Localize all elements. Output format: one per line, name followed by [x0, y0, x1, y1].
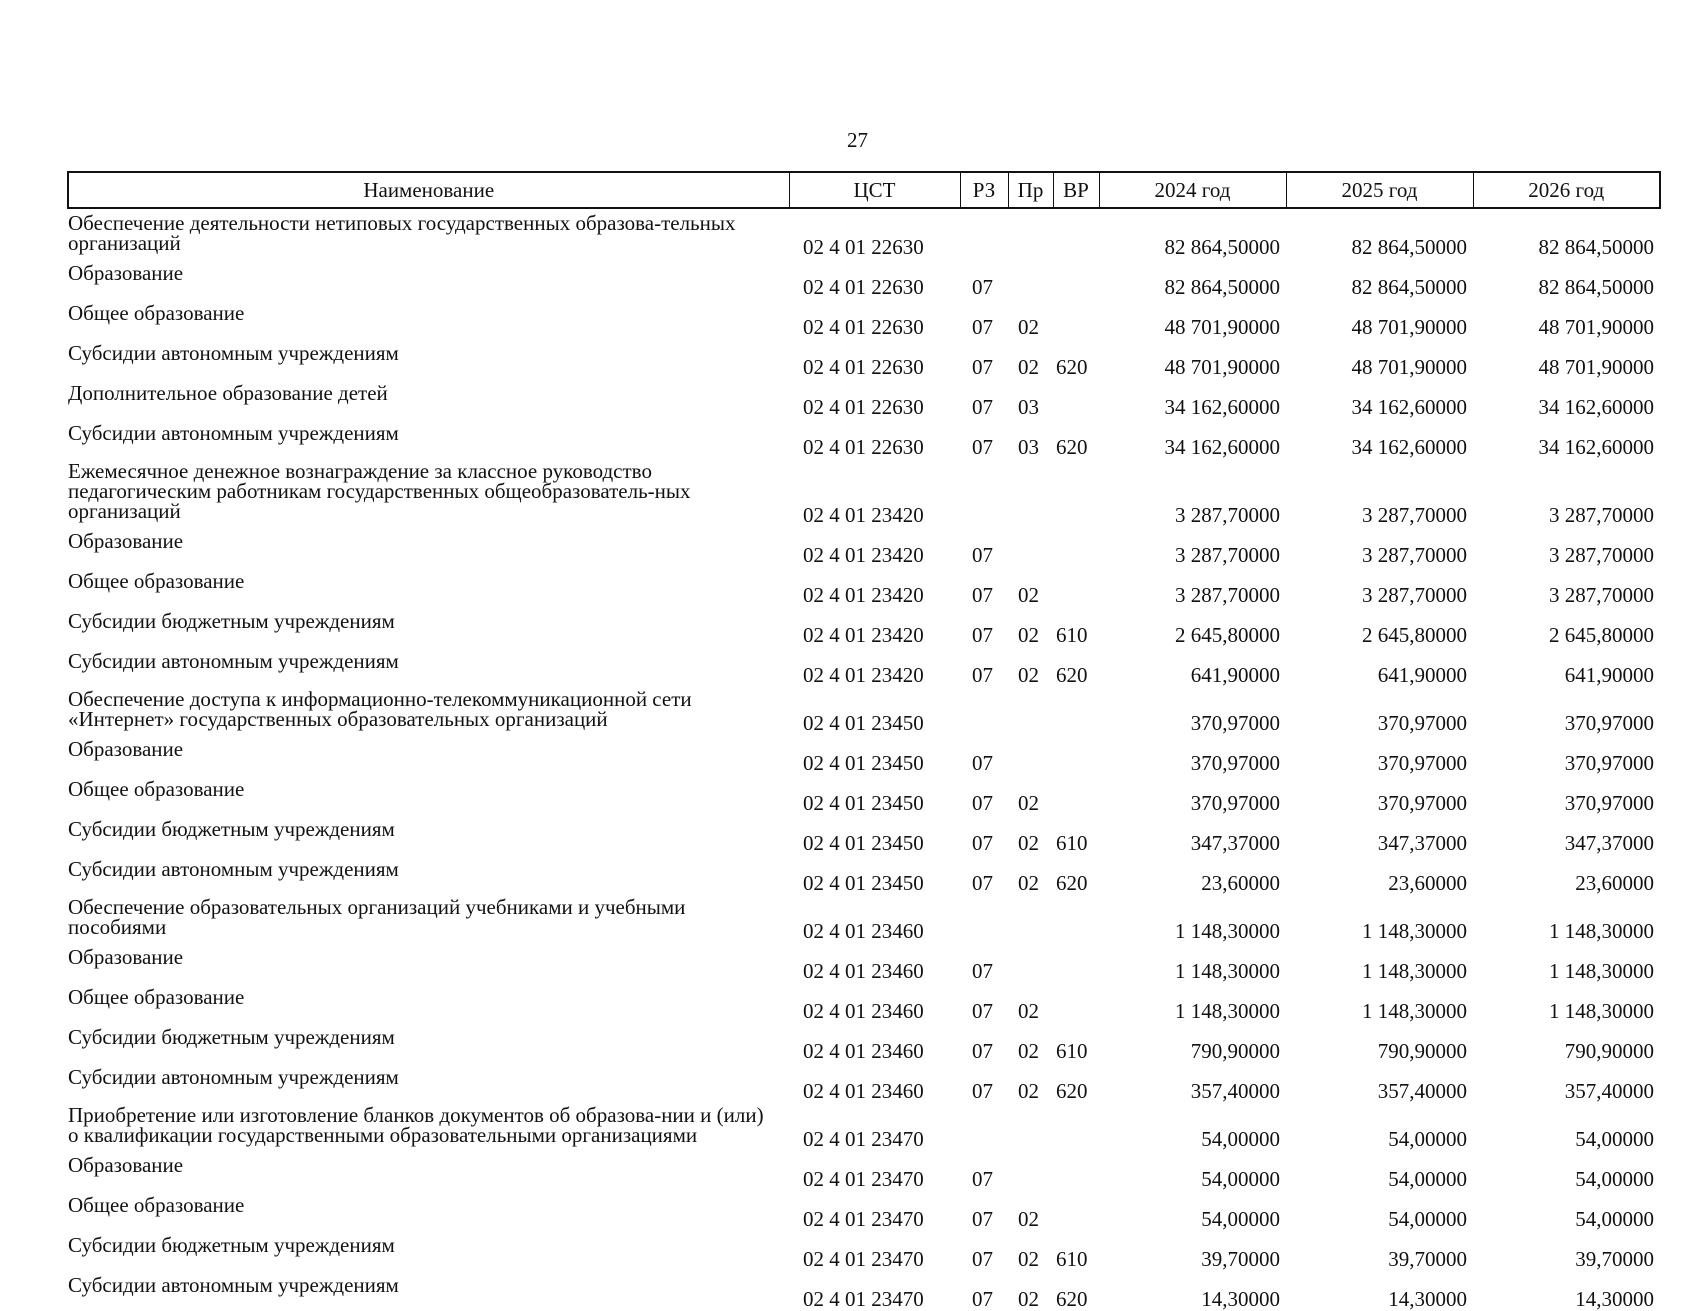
row-vr: 620	[1056, 355, 1088, 379]
row-2025: 1 148,30000	[1362, 919, 1467, 943]
table-row	[68, 893, 1660, 941]
row-2026: 23,60000	[1575, 871, 1654, 895]
row-cst: 02 4 01 23450	[803, 791, 924, 815]
row-2024: 14,30000	[1201, 1287, 1280, 1311]
row-rz	[960, 457, 1008, 525]
row-2024: 54,00000	[1201, 1127, 1280, 1151]
row-pr: 02	[1018, 831, 1039, 855]
row-vr	[1053, 893, 1099, 941]
row-rz: 07	[972, 959, 993, 983]
row-rz: 07	[972, 1247, 993, 1271]
row-cst: 02 4 01 23460	[803, 999, 924, 1023]
row-name: Субсидии автономным учреждениям	[68, 857, 399, 881]
row-vr	[1053, 941, 1099, 981]
table-row	[68, 733, 1660, 773]
table-body	[68, 208, 1660, 1309]
row-vr: 620	[1056, 663, 1088, 687]
row-2024: 82 864,50000	[1164, 235, 1280, 259]
table-row	[68, 853, 1660, 893]
row-2024: 1 148,30000	[1175, 959, 1280, 983]
row-2024: 370,97000	[1190, 711, 1280, 735]
header-pr: Пр	[1008, 172, 1053, 208]
row-name: Приобретение или изготовление бланков документов об образова-нии и (или) о квалификации государственными образовательными организациями	[68, 1103, 764, 1147]
row-pr	[1008, 457, 1053, 525]
row-vr	[1053, 297, 1099, 337]
row-cst: 02 4 01 23470	[803, 1207, 924, 1231]
row-2025: 370,97000	[1377, 751, 1467, 775]
table-row	[68, 1229, 1660, 1269]
row-2026: 39,70000	[1575, 1247, 1654, 1271]
row-pr	[1008, 733, 1053, 773]
row-2025: 2 645,80000	[1362, 623, 1467, 647]
row-2026: 34 162,60000	[1538, 395, 1654, 419]
header-2024: 2024 год	[1099, 172, 1286, 208]
row-2024: 1 148,30000	[1175, 919, 1280, 943]
row-vr	[1053, 733, 1099, 773]
row-2024: 347,37000	[1190, 831, 1280, 855]
row-rz: 07	[972, 315, 993, 339]
row-2025: 48 701,90000	[1351, 315, 1467, 339]
row-name: Субсидии автономным учреждениям	[68, 341, 399, 365]
row-2026: 14,30000	[1575, 1287, 1654, 1311]
row-2025: 34 162,60000	[1351, 435, 1467, 459]
row-vr	[1053, 525, 1099, 565]
row-2025: 54,00000	[1388, 1207, 1467, 1231]
budget-table	[67, 171, 1661, 1309]
row-rz: 07	[972, 831, 993, 855]
row-vr: 610	[1056, 623, 1088, 647]
row-name: Общее образование	[68, 1193, 245, 1217]
row-vr	[1053, 457, 1099, 525]
row-vr: 620	[1056, 1287, 1088, 1311]
row-pr	[1008, 257, 1053, 297]
table-row	[68, 417, 1660, 457]
row-pr: 02	[1018, 1247, 1039, 1271]
row-vr	[1053, 208, 1099, 257]
row-2025: 54,00000	[1388, 1127, 1467, 1151]
row-2025: 82 864,50000	[1351, 235, 1467, 259]
row-2026: 1 148,30000	[1549, 999, 1654, 1023]
table-row	[68, 208, 1660, 257]
row-cst: 02 4 01 23460	[803, 1039, 924, 1063]
row-pr: 02	[1018, 355, 1039, 379]
row-name: Субсидии автономным учреждениям	[68, 1273, 399, 1297]
row-cst: 02 4 01 23470	[803, 1287, 924, 1311]
row-2025: 370,97000	[1377, 791, 1467, 815]
row-2024: 48 701,90000	[1164, 315, 1280, 339]
row-pr: 02	[1018, 663, 1039, 687]
row-rz: 07	[972, 543, 993, 567]
row-cst: 02 4 01 23420	[803, 583, 924, 607]
row-2025: 790,90000	[1377, 1039, 1467, 1063]
table-row	[68, 1061, 1660, 1101]
row-pr	[1008, 1149, 1053, 1189]
row-name: Общее образование	[68, 569, 245, 593]
row-2024: 2 645,80000	[1175, 623, 1280, 647]
row-2025: 34 162,60000	[1351, 395, 1467, 419]
row-2024: 370,97000	[1190, 791, 1280, 815]
row-2026: 3 287,70000	[1549, 583, 1654, 607]
row-cst: 02 4 01 22630	[803, 315, 924, 339]
row-2024: 54,00000	[1201, 1207, 1280, 1231]
row-cst: 02 4 01 23470	[803, 1127, 924, 1151]
row-2024: 34 162,60000	[1164, 395, 1280, 419]
row-cst: 02 4 01 23450	[803, 711, 924, 735]
row-2025: 347,37000	[1377, 831, 1467, 855]
row-2024: 54,00000	[1201, 1167, 1280, 1191]
row-pr	[1008, 208, 1053, 257]
row-pr	[1008, 1101, 1053, 1149]
budget-table-container	[67, 171, 1661, 1309]
row-name: Обеспечение доступа к информационно-телекоммуникационной сети «Интернет» государственных образовательных организаций	[68, 687, 692, 731]
row-name: Образование	[68, 261, 184, 285]
row-2026: 54,00000	[1575, 1127, 1654, 1151]
row-2025: 3 287,70000	[1362, 543, 1467, 567]
row-pr: 02	[1018, 1039, 1039, 1063]
table-row	[68, 297, 1660, 337]
header-rz: РЗ	[960, 172, 1008, 208]
row-vr	[1053, 257, 1099, 297]
row-pr: 02	[1018, 1079, 1039, 1103]
row-2025: 48 701,90000	[1351, 355, 1467, 379]
header-cst: ЦСТ	[789, 172, 960, 208]
row-2026: 370,97000	[1564, 711, 1654, 735]
header-name: Наименование	[68, 172, 789, 208]
row-2024: 1 148,30000	[1175, 999, 1280, 1023]
row-name: Обеспечение образовательных организаций учебниками и учебными пособиями	[68, 895, 686, 939]
row-2024: 48 701,90000	[1164, 355, 1280, 379]
row-rz: 07	[972, 355, 993, 379]
row-rz: 07	[972, 999, 993, 1023]
row-2024: 357,40000	[1190, 1079, 1280, 1103]
table-row	[68, 457, 1660, 525]
row-2026: 54,00000	[1575, 1207, 1654, 1231]
table-row	[68, 565, 1660, 605]
row-2026: 48 701,90000	[1538, 315, 1654, 339]
row-rz: 07	[972, 751, 993, 775]
row-2025: 357,40000	[1377, 1079, 1467, 1103]
row-rz: 07	[972, 395, 993, 419]
row-cst: 02 4 01 22630	[803, 235, 924, 259]
row-name: Субсидии автономным учреждениям	[68, 649, 399, 673]
row-2024: 23,60000	[1201, 871, 1280, 895]
row-cst: 02 4 01 23460	[803, 919, 924, 943]
row-name: Ежемесячное денежное вознаграждение за классное руководство педагогическим работникам государственных общеобразователь-ных организаций	[68, 459, 691, 523]
row-vr	[1053, 1149, 1099, 1189]
row-name: Общее образование	[68, 985, 245, 1009]
table-row	[68, 773, 1660, 813]
row-cst: 02 4 01 22630	[803, 435, 924, 459]
row-2025: 370,97000	[1377, 711, 1467, 735]
row-2025: 39,70000	[1388, 1247, 1467, 1271]
row-pr	[1008, 685, 1053, 733]
table-row	[68, 645, 1660, 685]
row-2026: 370,97000	[1564, 751, 1654, 775]
row-cst: 02 4 01 22630	[803, 275, 924, 299]
row-name: Субсидии бюджетным учреждениям	[68, 817, 395, 841]
row-2026: 790,90000	[1564, 1039, 1654, 1063]
row-vr: 620	[1056, 435, 1088, 459]
row-vr	[1053, 1189, 1099, 1229]
row-name: Субсидии автономным учреждениям	[68, 421, 399, 445]
row-name: Общее образование	[68, 301, 245, 325]
table-row	[68, 685, 1660, 733]
table-row	[68, 377, 1660, 417]
table-row	[68, 337, 1660, 377]
table-row	[68, 941, 1660, 981]
row-pr	[1008, 893, 1053, 941]
row-rz	[960, 685, 1008, 733]
row-2026: 82 864,50000	[1538, 275, 1654, 299]
row-name: Субсидии автономным учреждениям	[68, 1065, 399, 1089]
row-2024: 370,97000	[1190, 751, 1280, 775]
row-2026: 2 645,80000	[1549, 623, 1654, 647]
row-vr: 620	[1056, 871, 1088, 895]
row-2026: 54,00000	[1575, 1167, 1654, 1191]
row-2026: 48 701,90000	[1538, 355, 1654, 379]
table-row	[68, 1269, 1660, 1309]
row-vr	[1053, 773, 1099, 813]
row-name: Субсидии бюджетным учреждениям	[68, 1233, 395, 1257]
row-cst: 02 4 01 23460	[803, 959, 924, 983]
row-rz: 07	[972, 1079, 993, 1103]
row-name: Дополнительное образование детей	[68, 381, 388, 405]
row-vr	[1053, 377, 1099, 417]
row-2025: 54,00000	[1388, 1167, 1467, 1191]
row-2024: 34 162,60000	[1164, 435, 1280, 459]
row-pr	[1008, 941, 1053, 981]
row-2024: 82 864,50000	[1164, 275, 1280, 299]
row-rz: 07	[972, 583, 993, 607]
row-vr: 610	[1056, 1039, 1088, 1063]
row-rz: 07	[972, 663, 993, 687]
row-name: Общее образование	[68, 777, 245, 801]
row-2025: 641,90000	[1377, 663, 1467, 687]
row-name: Субсидии бюджетным учреждениям	[68, 609, 395, 633]
row-rz: 07	[972, 1207, 993, 1231]
row-name: Образование	[68, 1153, 184, 1177]
table-row	[68, 981, 1660, 1021]
row-cst: 02 4 01 23420	[803, 503, 924, 527]
row-cst: 02 4 01 23420	[803, 663, 924, 687]
row-rz: 07	[972, 871, 993, 895]
row-pr: 02	[1018, 623, 1039, 647]
row-cst: 02 4 01 23450	[803, 871, 924, 895]
row-vr	[1053, 1101, 1099, 1149]
row-rz: 07	[972, 623, 993, 647]
row-pr	[1008, 525, 1053, 565]
table-row	[68, 1189, 1660, 1229]
row-cst: 02 4 01 23450	[803, 831, 924, 855]
row-rz: 07	[972, 435, 993, 459]
row-pr: 03	[1018, 435, 1039, 459]
row-name: Образование	[68, 945, 184, 969]
table-row	[68, 525, 1660, 565]
row-2024: 39,70000	[1201, 1247, 1280, 1271]
row-vr: 610	[1056, 831, 1088, 855]
row-2026: 370,97000	[1564, 791, 1654, 815]
row-2026: 3 287,70000	[1549, 543, 1654, 567]
row-cst: 02 4 01 23470	[803, 1247, 924, 1271]
row-rz	[960, 208, 1008, 257]
row-cst: 02 4 01 23450	[803, 751, 924, 775]
table-row	[68, 1149, 1660, 1189]
row-vr	[1053, 981, 1099, 1021]
row-2025: 3 287,70000	[1362, 583, 1467, 607]
row-2024: 3 287,70000	[1175, 583, 1280, 607]
row-2026: 1 148,30000	[1549, 919, 1654, 943]
row-name: Субсидии бюджетным учреждениям	[68, 1025, 395, 1049]
table-row	[68, 605, 1660, 645]
row-2025: 1 148,30000	[1362, 999, 1467, 1023]
row-cst: 02 4 01 22630	[803, 355, 924, 379]
row-2024: 3 287,70000	[1175, 543, 1280, 567]
row-pr: 03	[1018, 395, 1039, 419]
row-pr: 02	[1018, 315, 1039, 339]
row-2026: 1 148,30000	[1549, 959, 1654, 983]
row-rz: 07	[972, 791, 993, 815]
table-row	[68, 257, 1660, 297]
row-vr	[1053, 565, 1099, 605]
row-vr: 610	[1056, 1247, 1088, 1271]
row-cst: 02 4 01 23420	[803, 623, 924, 647]
row-2026: 357,40000	[1564, 1079, 1654, 1103]
row-cst: 02 4 01 23420	[803, 543, 924, 567]
page-number: 27	[847, 128, 868, 152]
row-rz: 07	[972, 1287, 993, 1311]
table-row	[68, 813, 1660, 853]
row-pr: 02	[1018, 583, 1039, 607]
row-2026: 347,37000	[1564, 831, 1654, 855]
table-row	[68, 1021, 1660, 1061]
row-rz: 07	[972, 1167, 993, 1191]
table-header	[68, 172, 1660, 208]
row-2024: 641,90000	[1190, 663, 1280, 687]
header-2025: 2025 год	[1286, 172, 1473, 208]
row-name: Обеспечение деятельности нетиповых государственных образова-тельных организаций	[68, 211, 736, 255]
row-2025: 1 148,30000	[1362, 959, 1467, 983]
row-rz: 07	[972, 1039, 993, 1063]
row-pr: 02	[1018, 791, 1039, 815]
row-vr: 620	[1056, 1079, 1088, 1103]
row-pr: 02	[1018, 1287, 1039, 1311]
row-2025: 82 864,50000	[1351, 275, 1467, 299]
row-vr	[1053, 685, 1099, 733]
row-2025: 14,30000	[1388, 1287, 1467, 1311]
row-rz	[960, 893, 1008, 941]
row-name: Образование	[68, 529, 184, 553]
header-vr: ВР	[1053, 172, 1099, 208]
row-cst: 02 4 01 23460	[803, 1079, 924, 1103]
row-rz: 07	[972, 275, 993, 299]
header-2026: 2026 год	[1473, 172, 1660, 208]
table-row	[68, 1101, 1660, 1149]
row-cst: 02 4 01 22630	[803, 395, 924, 419]
row-pr: 02	[1018, 1207, 1039, 1231]
row-2025: 23,60000	[1388, 871, 1467, 895]
row-rz	[960, 1101, 1008, 1149]
row-2025: 3 287,70000	[1362, 503, 1467, 527]
row-pr: 02	[1018, 999, 1039, 1023]
row-name: Образование	[68, 737, 184, 761]
row-2026: 82 864,50000	[1538, 235, 1654, 259]
row-2026: 3 287,70000	[1549, 503, 1654, 527]
row-2026: 641,90000	[1564, 663, 1654, 687]
row-2026: 34 162,60000	[1538, 435, 1654, 459]
row-2024: 790,90000	[1190, 1039, 1280, 1063]
row-cst: 02 4 01 23470	[803, 1167, 924, 1191]
row-2024: 3 287,70000	[1175, 503, 1280, 527]
row-pr: 02	[1018, 871, 1039, 895]
